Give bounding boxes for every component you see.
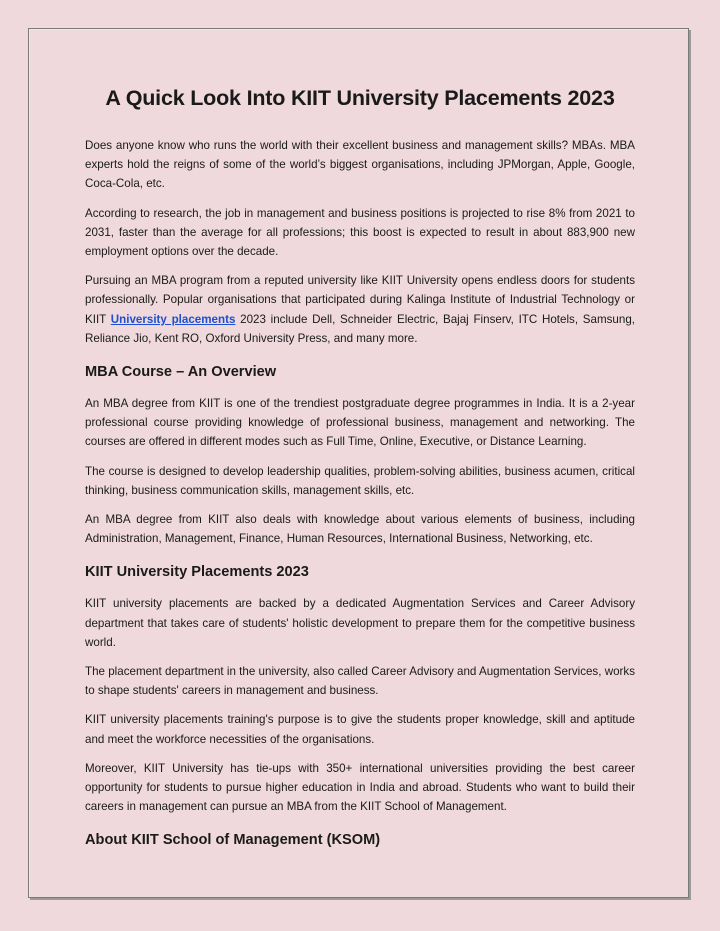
page-title: A Quick Look Into KIIT University Placements 2023: [105, 86, 615, 110]
paragraph: An MBA degree from KIIT also deals with knowledge about various elements of business, including Administration, Management, Finance, Human Resources, International Business, Networking, etc.: [85, 513, 635, 546]
paragraph: KIIT university placements training's purpose is to give the students proper knowledge, skill and aptitude and meet the workforce necessities of the organisations.: [85, 713, 635, 746]
paragraph-text: Pursuing an MBA program from a reputed university like KIIT University opens endless doors for students professionally. Popular organisations that participated during Kalinga Institute of Industrial Technology or KIIT: [85, 274, 635, 326]
paragraph-text: 2023 include Dell, Schneider Electric, Bajaj Finserv, ITC Hotels, Samsung, Reliance Jio, Kent RO, Oxford University Press, and many more.: [85, 312, 635, 345]
paragraph: [85, 271, 635, 348]
paragraph: Moreover, KIIT University has tie-ups with 350+ international universities providing the best career opportunity for students to pursue higher education in India and abroad. Students who want to build their careers in management can pursue an MBA from the KIIT School of Management.: [85, 761, 635, 814]
paragraph: According to research, the job in management and business positions is projected to rise 8% from 2021 to 2031, faster than the average for all professions; this boost is expected to result in about 883,900 new employment options over the decade.: [85, 206, 635, 259]
paragraph: The course is designed to develop leadership qualities, problem-solving abilities, business acumen, critical thinking, business communication skills, management skills, etc.: [85, 464, 635, 497]
document-body: [85, 86, 635, 862]
paragraph: Does anyone know who runs the world with their excellent business and management skills? MBAs. MBA experts hold the reigns of some of the world’s biggest organisations, including JPMorgan, Apple, Google, Coca-Cola, etc.: [85, 139, 635, 191]
paragraph: KIIT university placements are backed by a dedicated Augmentation Services and Career Advisory department that takes care of students' holistic development to prepare them for the competitive business world.: [85, 597, 635, 649]
section-heading: MBA Course – An Overview: [85, 364, 277, 381]
university-placements-link[interactable]: University placements: [110, 312, 236, 326]
paragraph: The placement department in the university, also called Career Advisory and Augmentation Services, works to shape students' careers in management and business.: [85, 665, 635, 698]
section-heading: KIIT University Placements 2023: [85, 564, 309, 581]
paragraph: An MBA degree from KIIT is one of the trendiest postgraduate degree programmes in India. It is a 2-year professional course providing knowledge of professional business, management and networking. The courses are offered in different modes such as Full Time, Online, Executive, or Distance Learning.: [85, 397, 635, 449]
section-heading: About KIIT School of Management (KSOM): [85, 832, 381, 849]
